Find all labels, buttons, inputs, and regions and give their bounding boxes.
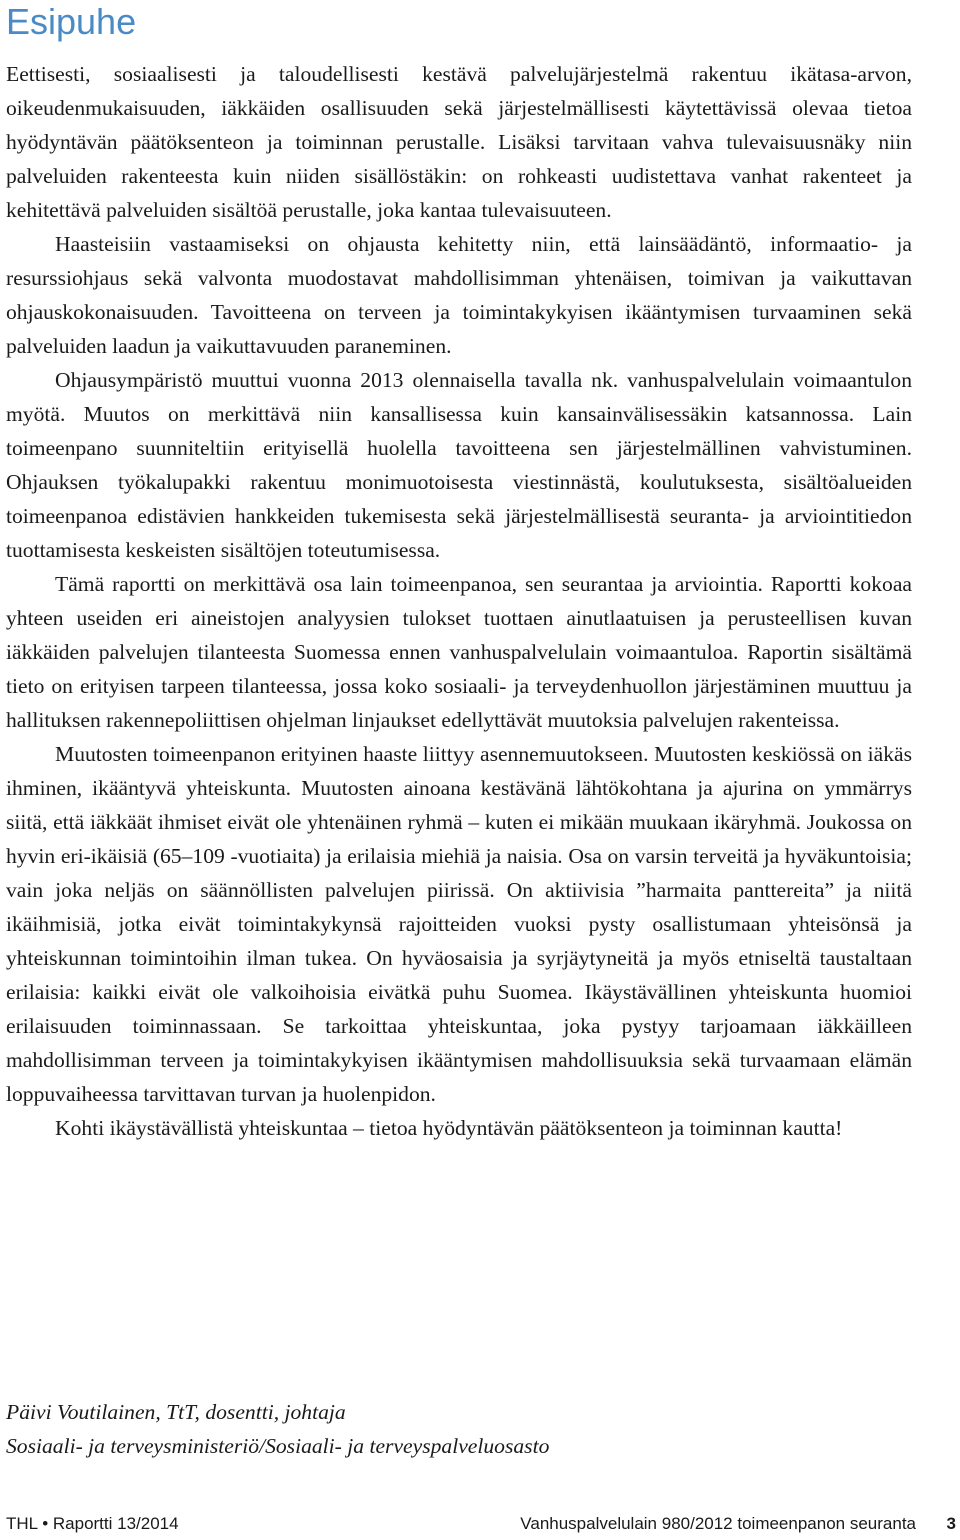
- paragraph: Ohjausympäristö muuttui vuonna 2013 olennaisella tavalla nk. vanhuspalvelulain voimaantulon myötä. Muutos on merkittävä niin kansallisessa kuin kansainvälisessäkin katsannossa. Lain toimeenpano suunniteltiin erityisellä huolella tavoitteena sen järjestelmällinen vahvistuminen. Ohjauksen työkalupakki rakentuu monimuotoisesta viestinnästä, koulutuksesta, sisältöalueiden toimeenpanoa edistävien hankkeiden tukemisesta sekä järjestelmällisestä seuranta- ja arviointitiedon tuottamisesta keskeisten sisältöjen toteutumisessa.: [6, 368, 912, 562]
- paragraph: Kohti ikäystävällistä yhteiskuntaa – tietoa hyödyntävän päätöksenteon ja toiminnan kautta!: [55, 1116, 843, 1140]
- paragraph: Haasteisiin vastaamiseksi on ohjausta kehitetty niin, että lainsäädäntö, informaatio- ja resurssiohjaus sekä valvonta muodostavat mahdollisimman yhtenäisen, toimivan ja vaikuttavan ohjauskokonaisuuden. Tavoitteena on terveen ja toimintakykyisen ikääntymisen turvaaminen sekä palveluiden laadun ja vaikuttavuuden paraneminen.: [6, 232, 912, 358]
- signature-organization: Sosiaali- ja terveysministeriö/Sosiaali- ja terveyspalveluosasto: [6, 1434, 550, 1458]
- page-title: Esipuhe: [6, 1, 137, 42]
- page-number: 3: [946, 1514, 956, 1533]
- paragraph: Eettisesti, sosiaalisesti ja taloudellisesti kestävä palvelujärjestelmä rakentuu ikätasa-arvon, oikeudenmukaisuuden, iäkkäiden osallisuuden sekä järjestelmällisesti käytettävissä olevaa tietoa hyödyntävän päätöksenteon ja toiminnan perustalle. Lisäksi tarvitaan vahva tulevaisuusnäky niin palveluiden rakenteesta kuin niiden sisällöstäkin: on rohkeasti uudistettava vanhat rakenteet ja kehitettävä palveluiden sisältöä perustalle, joka kantaa tulevaisuuteen.: [6, 62, 912, 222]
- signature-block: [6, 1395, 912, 1463]
- body-text: [6, 57, 912, 1145]
- paragraph: Tämä raportti on merkittävä osa lain toimeenpanoa, sen seurantaa ja arviointia. Raportti kokoaa yhteen useiden eri aineistojen analyysien tulokset tuottaen ainutlaatuisen ja perusteellisen kuvan iäkkäiden palvelujen tilanteesta Suomessa ennen vanhuspalvelulain voimaantuloa. Raportin sisältämä tieto on erityisen tarpeen tilanteessa, jossa koko sosiaali- ja terveydenhuollon järjestäminen muuttuu ja hallituksen rakennepoliittisen ohjelman linjaukset edellyttävät muutoksia palvelujen rakenteissa.: [6, 572, 912, 732]
- page-footer: [6, 1510, 956, 1538]
- footer-report-title: Vanhuspalvelulain 980/2012 toimeenpanon seuranta: [520, 1514, 916, 1533]
- signature-name: Päivi Voutilainen, TtT, dosentti, johtaja: [6, 1400, 346, 1424]
- paragraph: Muutosten toimeenpanon erityinen haaste liittyy asennemuutokseen. Muutosten keskiössä on iäkäs ihminen, ikääntyvä yhteiskunta. Muutosten ainoana kestävänä lähtökohtana ja ajurina on ymmärrys siitä, että iäkkäät ihmiset eivät ole yhtenäinen ryhmä – kuten ei mikään muukaan ikäryhmä. Joukossa on hyvin eri-ikäisiä (65–109 -vuotiaita) ja erilaisia miehiä ja naisia. Osa on varsin terveitä ja hyväkuntoisia; vain joka neljäs on säännöllisten palvelujen piirissä. On aktiivisia ”harmaita panttereita” ja niitä ikäihmisiä, jotka eivät toimintakykynsä rajoitteiden vuoksi pysty osallistumaan yhteisönsä ja yhteiskunnan toimintoihin ilman tukea. On hyväosaisia ja syrjäytyneitä ja myös etniseltä taustaltaan erilaisia: kaikki eivät ole valkoihoisia eivätkä puhu Suomea. Ikäystävällinen yhteiskunta huomioi erilaisuuden toiminnassaan. Se tarkoittaa yhteiskuntaa, joka pystyy tarjoamaan iäkkäilleen mahdollisimman terveen ja toimintakykyisen ikääntymisen mahdollisuuksia sekä turvaamaan elämän loppuvaiheessa tarvittavan turvan ja huolenpidon.: [6, 742, 912, 1106]
- footer-publication: THL • Raportti 13/2014: [6, 1514, 179, 1533]
